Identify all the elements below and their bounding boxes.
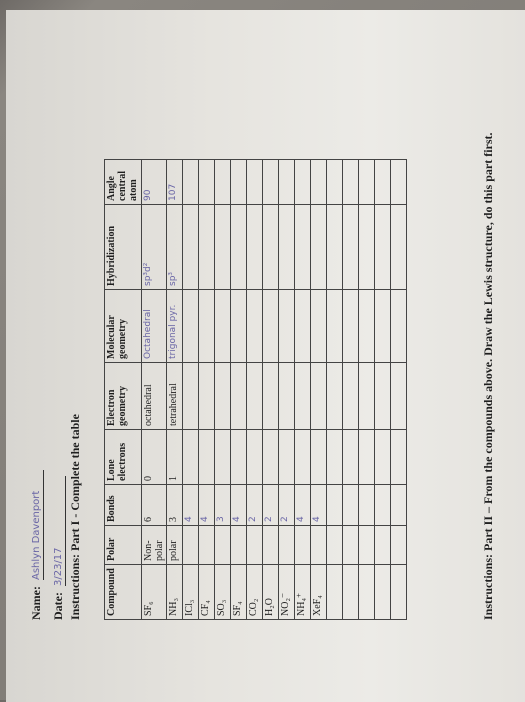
table-cell [215, 430, 231, 485]
table-cell [295, 205, 311, 290]
table-cell [183, 363, 199, 430]
table-cell: tetrahedral [167, 363, 183, 430]
table-cell [343, 205, 359, 290]
table-cell [199, 205, 215, 290]
table-cell [343, 565, 359, 620]
table-cell [279, 430, 295, 485]
table-cell: polar [167, 526, 183, 565]
table-row [311, 160, 327, 620]
table-cell [295, 363, 311, 430]
table-cell: 4 [311, 485, 327, 526]
table-cell [375, 430, 391, 485]
table-cell: 2 [279, 485, 295, 526]
table-cell: Non-polar [142, 526, 167, 565]
worksheet-page [16, 20, 525, 700]
compound-cell: CO₂ [247, 565, 263, 620]
table-cell [375, 363, 391, 430]
table-cell [391, 430, 407, 485]
name-label: Name: [29, 586, 43, 620]
table-cell [391, 565, 407, 620]
table-cell [375, 160, 391, 205]
compound-cell: ICl₃ [183, 565, 199, 620]
table-cell [327, 290, 343, 363]
table-cell [247, 526, 263, 565]
table-cell [279, 290, 295, 363]
table-cell: 6 [142, 485, 167, 526]
header-cell: Lone electrons [105, 430, 142, 485]
table-header-row [105, 160, 142, 620]
table-cell [263, 205, 279, 290]
table-cell: trigonal pyr. [167, 290, 183, 363]
table-cell [391, 160, 407, 205]
table-cell [279, 526, 295, 565]
table-cell [311, 363, 327, 430]
table-cell [231, 290, 247, 363]
header-cell: Molecular geometry [105, 290, 142, 363]
table-cell [247, 160, 263, 205]
table-cell [247, 290, 263, 363]
instructions-part-1: Instructions: Part I - Complete the table [68, 414, 82, 620]
table-cell [375, 205, 391, 290]
table-cell [359, 205, 375, 290]
table-cell [263, 363, 279, 430]
table-cell: 3 [167, 485, 183, 526]
table-cell [311, 205, 327, 290]
header-cell: Polar [105, 526, 142, 565]
blank-table-row [327, 160, 343, 620]
table-cell [231, 205, 247, 290]
instructions-part-2: Instructions: Part II – From the compounds above. Draw the Lewis structure, do this part first. [481, 132, 495, 620]
table-cell [375, 526, 391, 565]
table-cell [311, 430, 327, 485]
table-cell [247, 430, 263, 485]
table-cell: 4 [199, 485, 215, 526]
blank-table-row [359, 160, 375, 620]
table-cell [199, 160, 215, 205]
table-cell [295, 526, 311, 565]
table-cell [343, 363, 359, 430]
table-row [295, 160, 311, 620]
table-cell [311, 290, 327, 363]
compound-cell: CF₄ [199, 565, 215, 620]
table-cell [215, 160, 231, 205]
table-cell [327, 526, 343, 565]
table-cell [375, 565, 391, 620]
table-cell: 0 [142, 430, 167, 485]
header [22, 470, 66, 620]
table-cell [343, 526, 359, 565]
table-cell [215, 205, 231, 290]
table-cell [391, 485, 407, 526]
compound-cell: H₂O [263, 565, 279, 620]
table-cell [359, 290, 375, 363]
chemistry-table [104, 159, 407, 620]
table-cell [375, 290, 391, 363]
table-cell [279, 160, 295, 205]
table-row [142, 160, 167, 620]
table-cell [391, 290, 407, 363]
blank-table-row [375, 160, 391, 620]
table-cell [215, 363, 231, 430]
table-cell [199, 430, 215, 485]
table-cell: 2 [263, 485, 279, 526]
table-cell [295, 160, 311, 205]
table-cell [359, 363, 375, 430]
table-cell [343, 430, 359, 485]
table-cell [327, 430, 343, 485]
table-cell [247, 363, 263, 430]
table-cell [183, 526, 199, 565]
compound-cell: XeF₄ [311, 565, 327, 620]
table-cell: octahedral [142, 363, 167, 430]
blank-table-row [343, 160, 359, 620]
table-cell [295, 290, 311, 363]
header-cell: Bonds [105, 485, 142, 526]
header-cell: Electron geometry [105, 363, 142, 430]
table-cell [359, 485, 375, 526]
table-cell [327, 565, 343, 620]
compound-cell: NO₂⁻ [279, 565, 295, 620]
table-cell [359, 160, 375, 205]
header-cell: Angle central atom [105, 160, 142, 205]
table-cell [231, 363, 247, 430]
table-cell [279, 363, 295, 430]
table-row [199, 160, 215, 620]
table-cell: 3 [215, 485, 231, 526]
table-cell [359, 526, 375, 565]
table-cell [343, 290, 359, 363]
table-cell: 90 [142, 160, 167, 205]
table-cell [231, 526, 247, 565]
table-cell [183, 430, 199, 485]
table-cell [295, 430, 311, 485]
table-cell [215, 526, 231, 565]
table-cell [263, 160, 279, 205]
table-cell [327, 205, 343, 290]
table-cell [343, 160, 359, 205]
table-cell: 4 [295, 485, 311, 526]
table-row [215, 160, 231, 620]
table-row [183, 160, 199, 620]
table-cell [263, 526, 279, 565]
table-cell [199, 363, 215, 430]
table-cell [183, 290, 199, 363]
table-cell [359, 565, 375, 620]
table-cell [343, 485, 359, 526]
compound-cell: SO₃ [215, 565, 231, 620]
table-cell [375, 485, 391, 526]
table-cell: 4 [183, 485, 199, 526]
compound-cell: NH₃ [167, 565, 183, 620]
table-cell [231, 430, 247, 485]
table-cell [391, 526, 407, 565]
header-cell: Compound [105, 565, 142, 620]
compound-cell: SF₆ [142, 565, 167, 620]
table-cell: 4 [231, 485, 247, 526]
table-cell: 2 [247, 485, 263, 526]
blank-table-row [391, 160, 407, 620]
table-cell [247, 205, 263, 290]
table-body [142, 160, 407, 620]
table-cell [327, 363, 343, 430]
table-cell [327, 485, 343, 526]
table-cell [183, 160, 199, 205]
compound-cell: SF₄ [231, 565, 247, 620]
date-value: 3/23/17 [53, 476, 66, 586]
table-row [279, 160, 295, 620]
table-cell [215, 290, 231, 363]
date-label: Date: [51, 592, 65, 620]
worksheet-paper [6, 10, 525, 702]
date-row [44, 470, 66, 620]
table-cell [263, 430, 279, 485]
table-cell: Octahedral [142, 290, 167, 363]
table-cell [327, 160, 343, 205]
table-cell [311, 526, 327, 565]
name-value: Ashlyn Davenport [31, 470, 44, 580]
compound-cell: NH₄⁺ [295, 565, 311, 620]
table-row [263, 160, 279, 620]
table-row [247, 160, 263, 620]
table-cell: sp³d² [142, 205, 167, 290]
name-row [22, 470, 44, 620]
table-cell: 1 [167, 430, 183, 485]
table-cell [311, 160, 327, 205]
header-cell: Hybridization [105, 205, 142, 290]
table-row [167, 160, 183, 620]
table-cell [391, 205, 407, 290]
table-row [231, 160, 247, 620]
table-cell [359, 430, 375, 485]
table-cell [391, 363, 407, 430]
table-cell [279, 205, 295, 290]
table-cell [199, 290, 215, 363]
table-cell: sp³ [167, 205, 183, 290]
table-cell [183, 205, 199, 290]
table-cell [199, 526, 215, 565]
table-cell [263, 290, 279, 363]
table-cell: 107 [167, 160, 183, 205]
table-cell [231, 160, 247, 205]
